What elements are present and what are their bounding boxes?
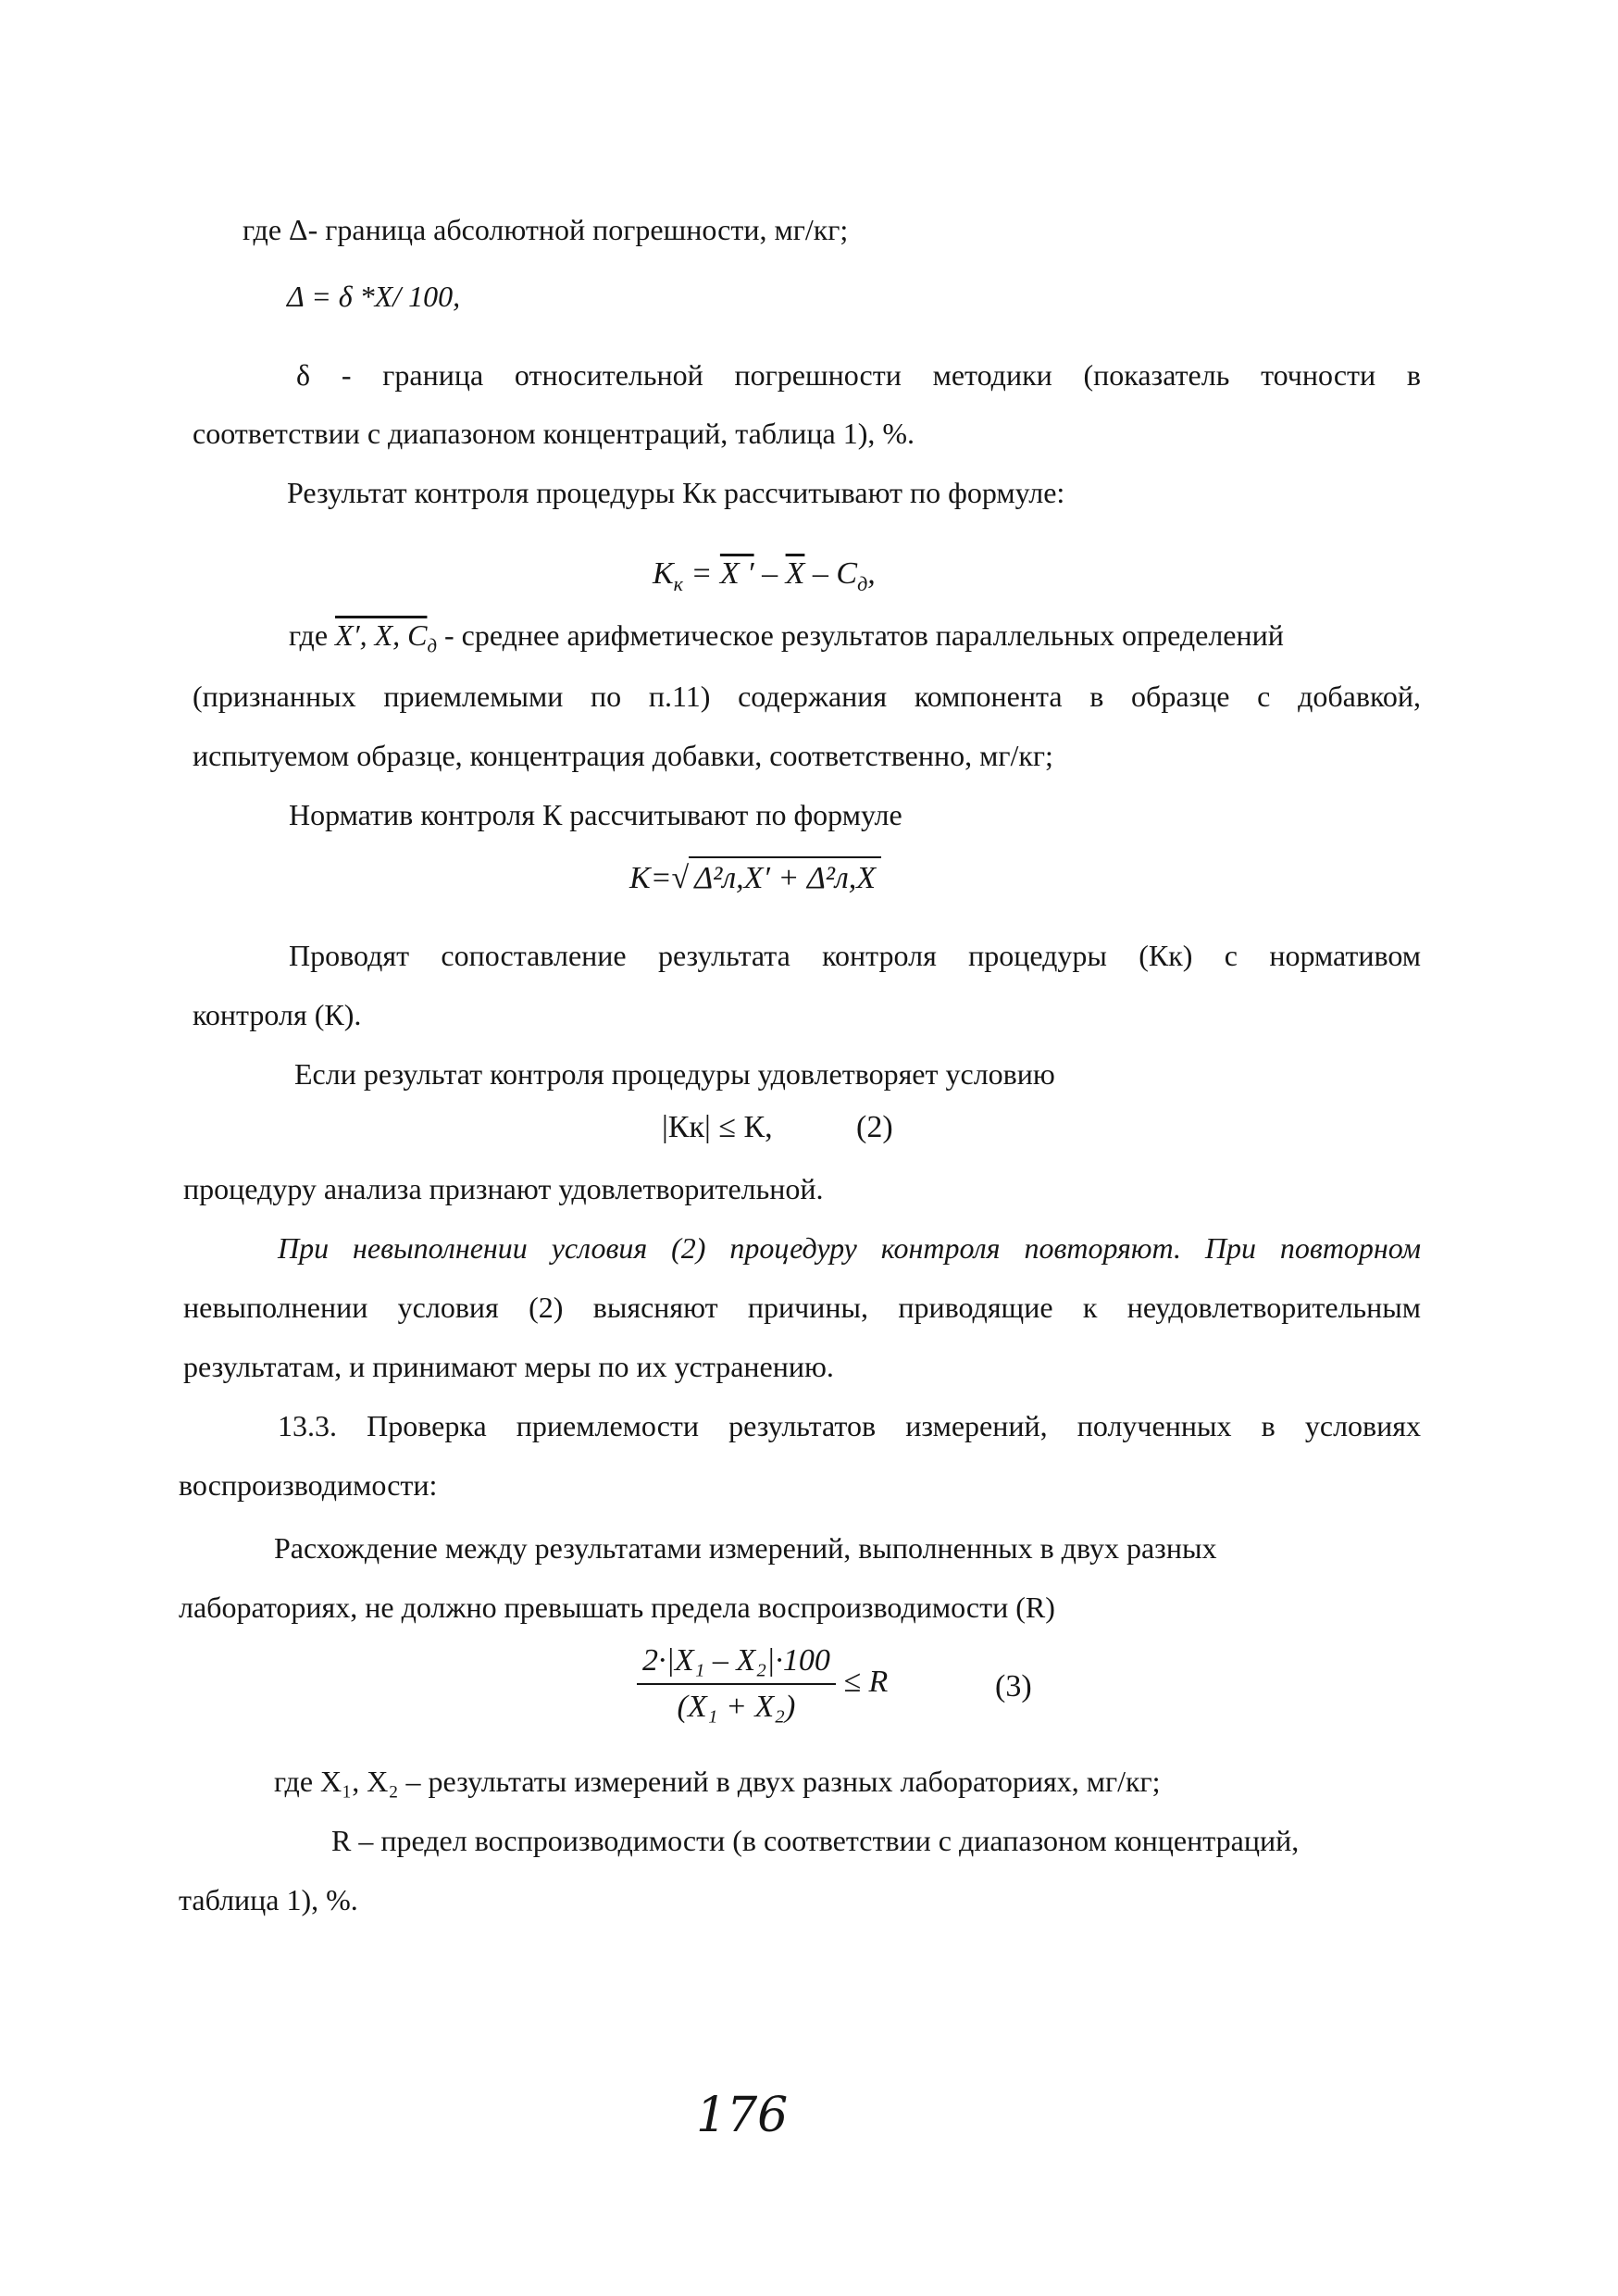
- k-lhs: К=: [629, 861, 672, 895]
- page-number: 176: [696, 2088, 789, 2143]
- where-rest: - среднее арифметическое результатов параллельных определений: [443, 618, 1284, 652]
- text-line: Норматив контроля К рассчитывают по формуле: [289, 798, 902, 831]
- text-line: где X₁, X₂ – результаты измерений в двух разных лабораториях, мг/кг;: [274, 1765, 1161, 1798]
- text-line: R – предел воспроизводимости (в соответствии с диапазоном концентраций,: [331, 1824, 1300, 1857]
- mean-x: $\overline{X}$: [785, 556, 805, 591]
- text-line: (признанных приемлемыми по п.11) содержания компонента в образце с добавкой,: [193, 680, 1421, 713]
- text-line: воспроизводимости:: [179, 1468, 438, 1502]
- k-formula: К=√ Δ²л,X′ + Δ²л,X: [629, 856, 881, 899]
- minus-sign: –: [812, 556, 828, 591]
- text-line: При невыполнении условия (2) процедуру контроля повторяют. При повторном: [278, 1231, 1421, 1265]
- text-line: лабораториях, не должно превышать предела воспроизводимости (R): [179, 1591, 1055, 1624]
- text-line: испытуемом образце, концентрация добавки, соответственно, мг/кг;: [193, 739, 1053, 772]
- where-line: [289, 617, 1284, 665]
- minus-sign: –: [762, 556, 778, 591]
- inequality-rhs: ≤ R: [843, 1664, 889, 1699]
- text-line: процедуру анализа признают удовлетворительной.: [183, 1172, 824, 1205]
- text-line: результатам, и принимают меры по их устранению.: [183, 1350, 834, 1383]
- kk-formula: [653, 554, 876, 605]
- c-term: C: [836, 556, 858, 591]
- text-line: Проводят сопоставление результата контроля процедуры (Кк) с нормативом: [289, 939, 1421, 972]
- delta-formula: Δ = δ *X/ 100,: [287, 280, 461, 313]
- text-line: невыполнении условия (2) выясняют причины, приводящие к неудовлетворительным: [183, 1291, 1421, 1324]
- fraction-denominator: (X₁ + X₂): [677, 1690, 796, 1724]
- formula-comma: ,: [867, 556, 876, 591]
- text-line: Результат контроля процедуры Кк рассчитывают по формуле:: [287, 476, 1065, 509]
- text-line: контроля (К).: [193, 998, 362, 1031]
- equation-3: [637, 1641, 888, 1728]
- text-line: Если результат контроля процедуры удовлетворяет условию: [294, 1057, 1055, 1091]
- vars-sub: д: [427, 635, 437, 657]
- section-heading: 13.3. Проверка приемлемости результатов измерений, полученных в условиях: [278, 1409, 1421, 1442]
- k-radicand: Δ²л,X′ + Δ²л,X: [689, 856, 881, 899]
- fraction: [637, 1641, 836, 1728]
- mean-vars: X′, X, C: [335, 618, 428, 652]
- text-line: соответствии с диапазоном концентраций, таблица 1), %.: [193, 417, 915, 450]
- fraction-numerator: 2·|X₁ – X₂|·100: [637, 1641, 836, 1685]
- equals-sign: =: [691, 556, 713, 591]
- mean-x-prime: X ′: [719, 556, 754, 591]
- text-line: где Δ- граница абсолютной погрешности, мг/кг;: [243, 213, 849, 246]
- condition-2: [662, 1107, 773, 1148]
- equation-label: (2): [856, 1110, 893, 1144]
- c-sub: д: [857, 571, 868, 595]
- text-line: таблица 1), %.: [179, 1883, 358, 1916]
- text-line: δ - граница относительной погрешности методики (показатель точности в: [296, 358, 1421, 392]
- kk-lhs-sub: к: [673, 571, 683, 595]
- text-line: Расхождение между результатами измерений, выполненных в двух разных: [274, 1531, 1217, 1565]
- equation-label: (3): [995, 1669, 1032, 1703]
- kk-lhs: К: [653, 556, 674, 591]
- condition-expr: |Кк| ≤ К,: [662, 1110, 773, 1144]
- where-word: где: [289, 618, 329, 652]
